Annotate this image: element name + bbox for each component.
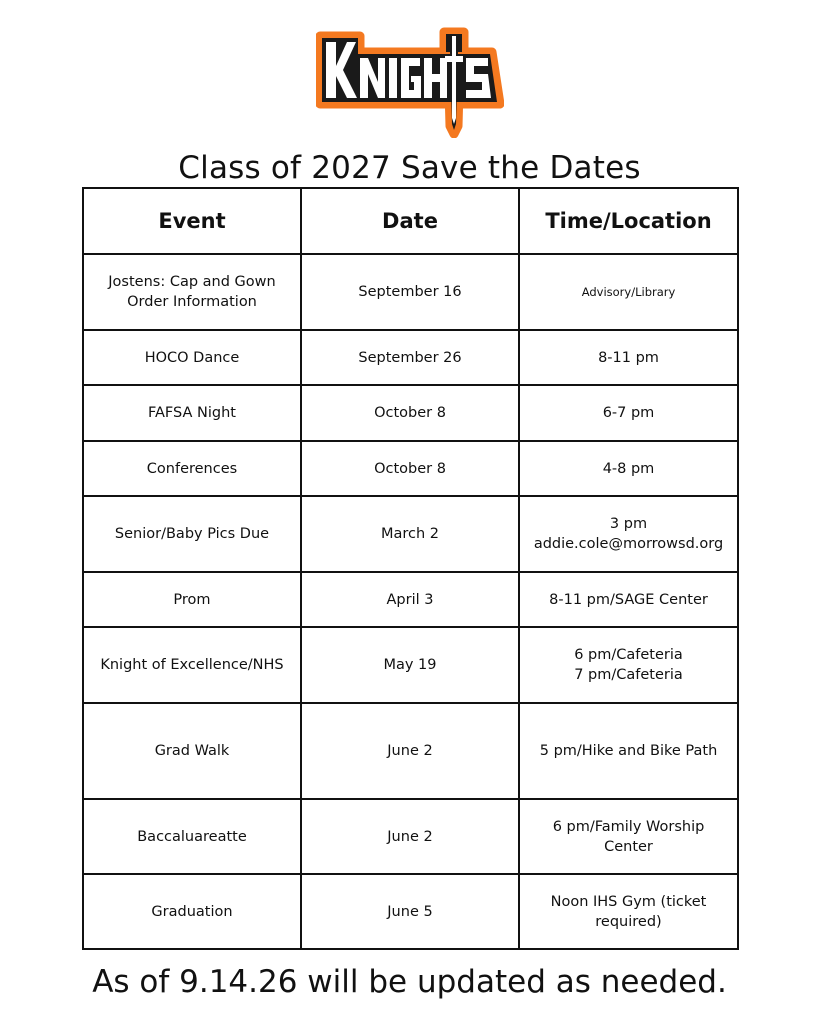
event-cell: Prom — [83, 572, 301, 627]
date-cell: October 8 — [301, 385, 519, 441]
table-row — [83, 799, 738, 874]
time-location-cell — [519, 799, 738, 874]
time-location-text: Center — [604, 838, 653, 855]
event-cell — [83, 254, 301, 330]
time-location-cell — [519, 254, 738, 330]
event-cell: FAFSA Night — [83, 385, 301, 441]
table-row — [83, 703, 738, 799]
table-row — [83, 330, 738, 385]
date-cell: June 2 — [301, 703, 519, 799]
date-cell: September 26 — [301, 330, 519, 385]
table-header-row — [83, 188, 738, 254]
time-location-text: required) — [595, 913, 662, 930]
time-location-cell — [519, 627, 738, 703]
time-location-cell: 6-7 pm — [519, 385, 738, 441]
time-location-text: Advisory/Library — [581, 285, 676, 299]
time-location-cell: 4-8 pm — [519, 441, 738, 496]
event-cell: Conferences — [83, 441, 301, 496]
date-cell: April 3 — [301, 572, 519, 627]
table-row — [83, 496, 738, 572]
save-the-dates-table — [82, 187, 739, 950]
date-cell: October 8 — [301, 441, 519, 496]
update-note: As of 9.14.26 will be updated as needed. — [92, 964, 727, 1000]
table-row — [83, 254, 738, 330]
table-row — [83, 572, 738, 627]
header-date: Date — [301, 188, 519, 254]
time-location-cell — [519, 496, 738, 572]
header-time-location: Time/Location — [519, 188, 738, 254]
event-cell: HOCO Dance — [83, 330, 301, 385]
table-row — [83, 385, 738, 441]
page-title: Class of 2027 Save the Dates — [178, 150, 641, 186]
time-location-text: 3 pm — [609, 516, 648, 532]
event-cell: Grad Walk — [83, 703, 301, 799]
table-row — [83, 874, 738, 949]
event-cell: Graduation — [83, 874, 301, 949]
table-row — [83, 441, 738, 496]
time-location-cell — [519, 874, 738, 949]
event-text: Order Information — [127, 294, 257, 310]
event-text: Jostens: Cap and Gown — [108, 274, 276, 290]
time-location-text: 6 pm/Cafeteria — [574, 647, 683, 663]
event-cell: Senior/Baby Pics Due — [83, 496, 301, 572]
event-cell: Baccaluareatte — [83, 799, 301, 874]
date-cell: May 19 — [301, 627, 519, 703]
time-location-text: 7 pm/Cafeteria — [574, 667, 683, 683]
header-event: Event — [83, 188, 301, 254]
knights-logo — [316, 26, 504, 138]
date-cell: March 2 — [301, 496, 519, 572]
time-location-text: 6 pm/Family Worship — [552, 818, 705, 835]
date-cell: June 5 — [301, 874, 519, 949]
time-location-cell: 8-11 pm — [519, 330, 738, 385]
date-cell: September 16 — [301, 254, 519, 330]
contact-email: addie.cole@morrowsd.org — [533, 536, 724, 552]
time-location-cell: 5 pm/Hike and Bike Path — [519, 703, 738, 799]
time-location-cell: 8-11 pm/SAGE Center — [519, 572, 738, 627]
time-location-text: Noon IHS Gym (ticket — [550, 893, 707, 910]
date-cell: June 2 — [301, 799, 519, 874]
table-row — [83, 627, 738, 703]
event-cell: Knight of Excellence/NHS — [83, 627, 301, 703]
